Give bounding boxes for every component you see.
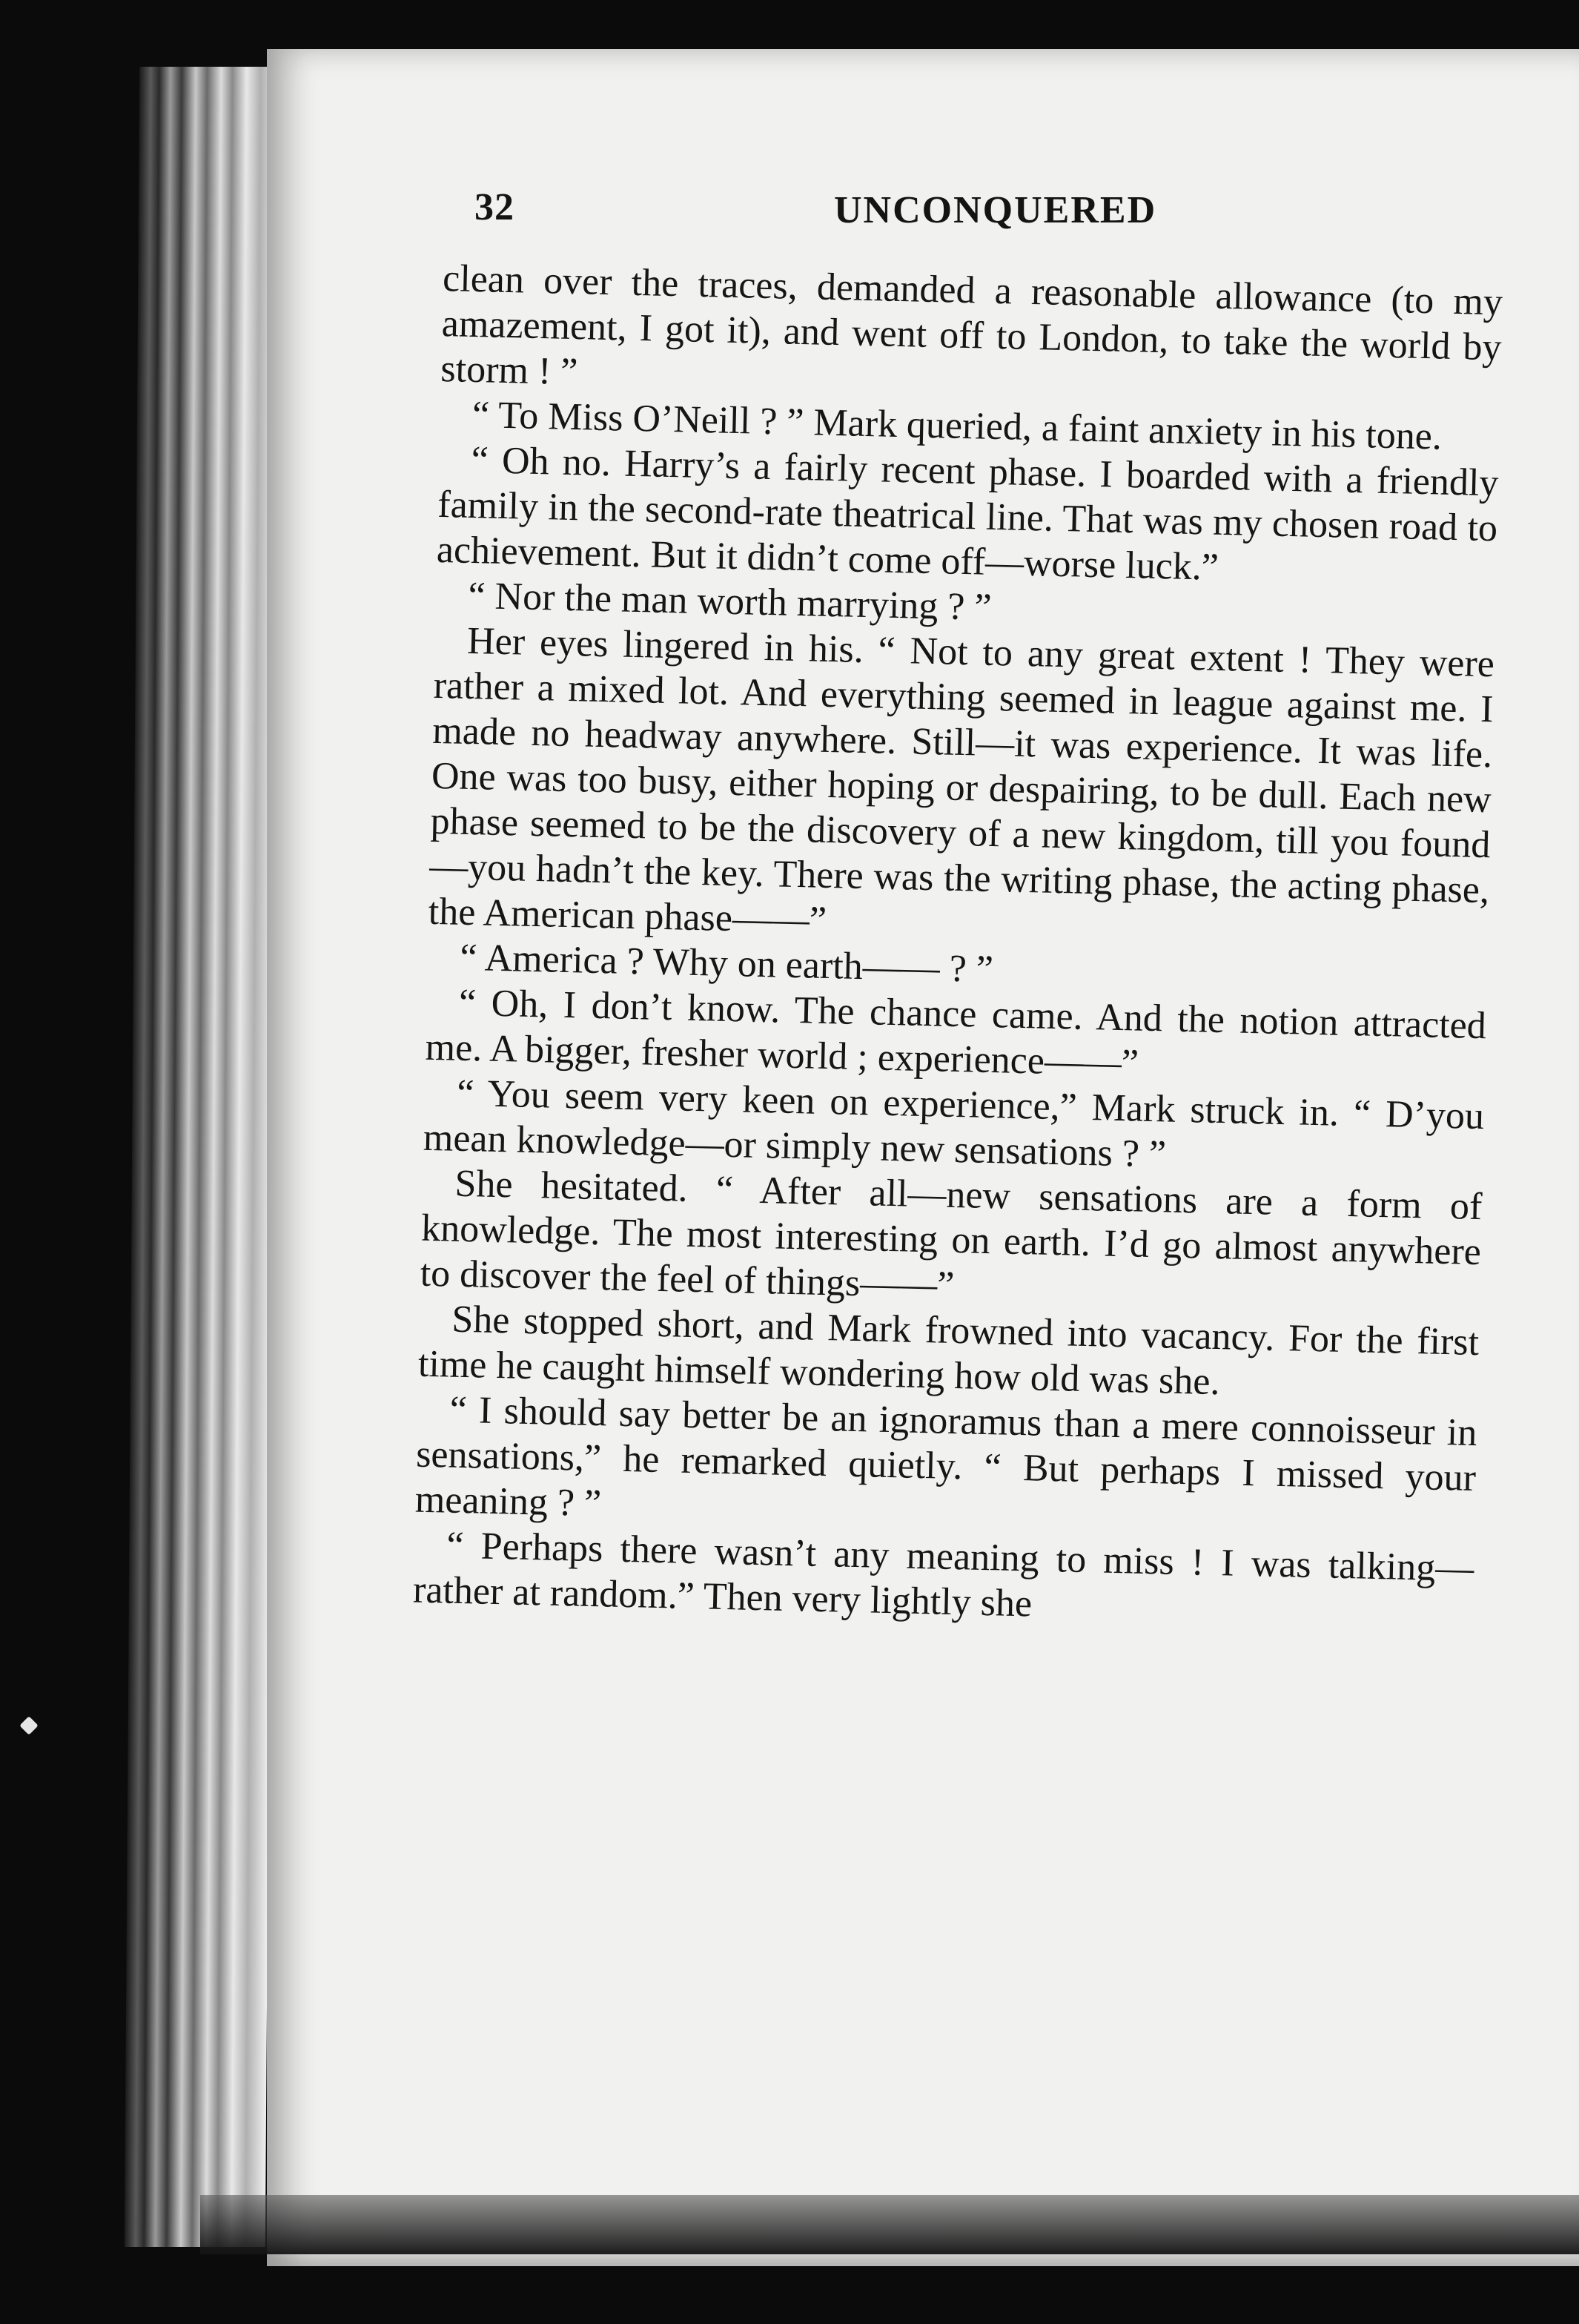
paragraph: clean over the traces, demanded a reasonable allowance (to my amazement, I got it), and went off to London, to take the world by storm ! ” (440, 257, 1503, 394)
paragraph: “ Perhaps there wasn’t any meaning to miss ! I was talking—rather at random.” Then very lightly she (412, 1524, 1474, 1625)
dust-speck (19, 1716, 38, 1734)
paragraph: “ You seem very keen on experience,” Mark struck in. “ D’you mean knowledge—or simply new sensations ? ” (423, 1072, 1485, 1176)
page-bottom-shadow (200, 2195, 1579, 2254)
paragraph: She hesitated. “ After all—new sensations are a form of knowledge. The most interesting on earth. I’d go almost anywhere to discover the feel of things——” (420, 1162, 1483, 1307)
paragraph: “ I should say better be an ignoramus than a mere connoisseur in sensations,” he remarked quietly. “ But perhaps I missed your meaning ? ” (414, 1388, 1477, 1525)
body-text (412, 256, 1503, 1637)
paragraph: “ Oh no. Harry’s a fairly recent phase. I boarded with a friendly family in the second-rate theatrical line. That was my chosen road to achievement. But it didn’t come off—worse luck.” (436, 438, 1500, 589)
running-title: UNCONQUERED (834, 189, 1157, 231)
paragraph: “ Oh, I don’t know. The chance came. And the notion attracted me. A bigger, fresher world ; experience——” (425, 981, 1487, 1085)
paragraph: “ Nor the man worth marrying ? ” (467, 574, 993, 629)
paragraph: “ To Miss O’Neill ? ” Mark queried, a faint anxiety in his tone. (471, 393, 1443, 458)
page-number: 32 (474, 186, 514, 228)
paragraph: Her eyes lingered in his. “ Not to any great extent ! They were rather a mixed lot. And everything seemed in league against me. I made no headway anywhere. Still—it was experience. It was life. One was too busy, either hoping or despairing, to be dull. Each new phase seemed to be the discovery of a new kingdom, till you found—you hadn’t the key. There was the writing phase, the acting phase, the American phase——” (428, 619, 1495, 942)
page-header (474, 185, 1512, 245)
paragraph: “ America ? Why on earth—— ? ” (459, 936, 994, 991)
paragraph: She stopped short, and Mark frowned into vacancy. For the first time he caught himself wondering how old was she. (417, 1298, 1480, 1404)
book-page-edges (125, 67, 281, 2247)
